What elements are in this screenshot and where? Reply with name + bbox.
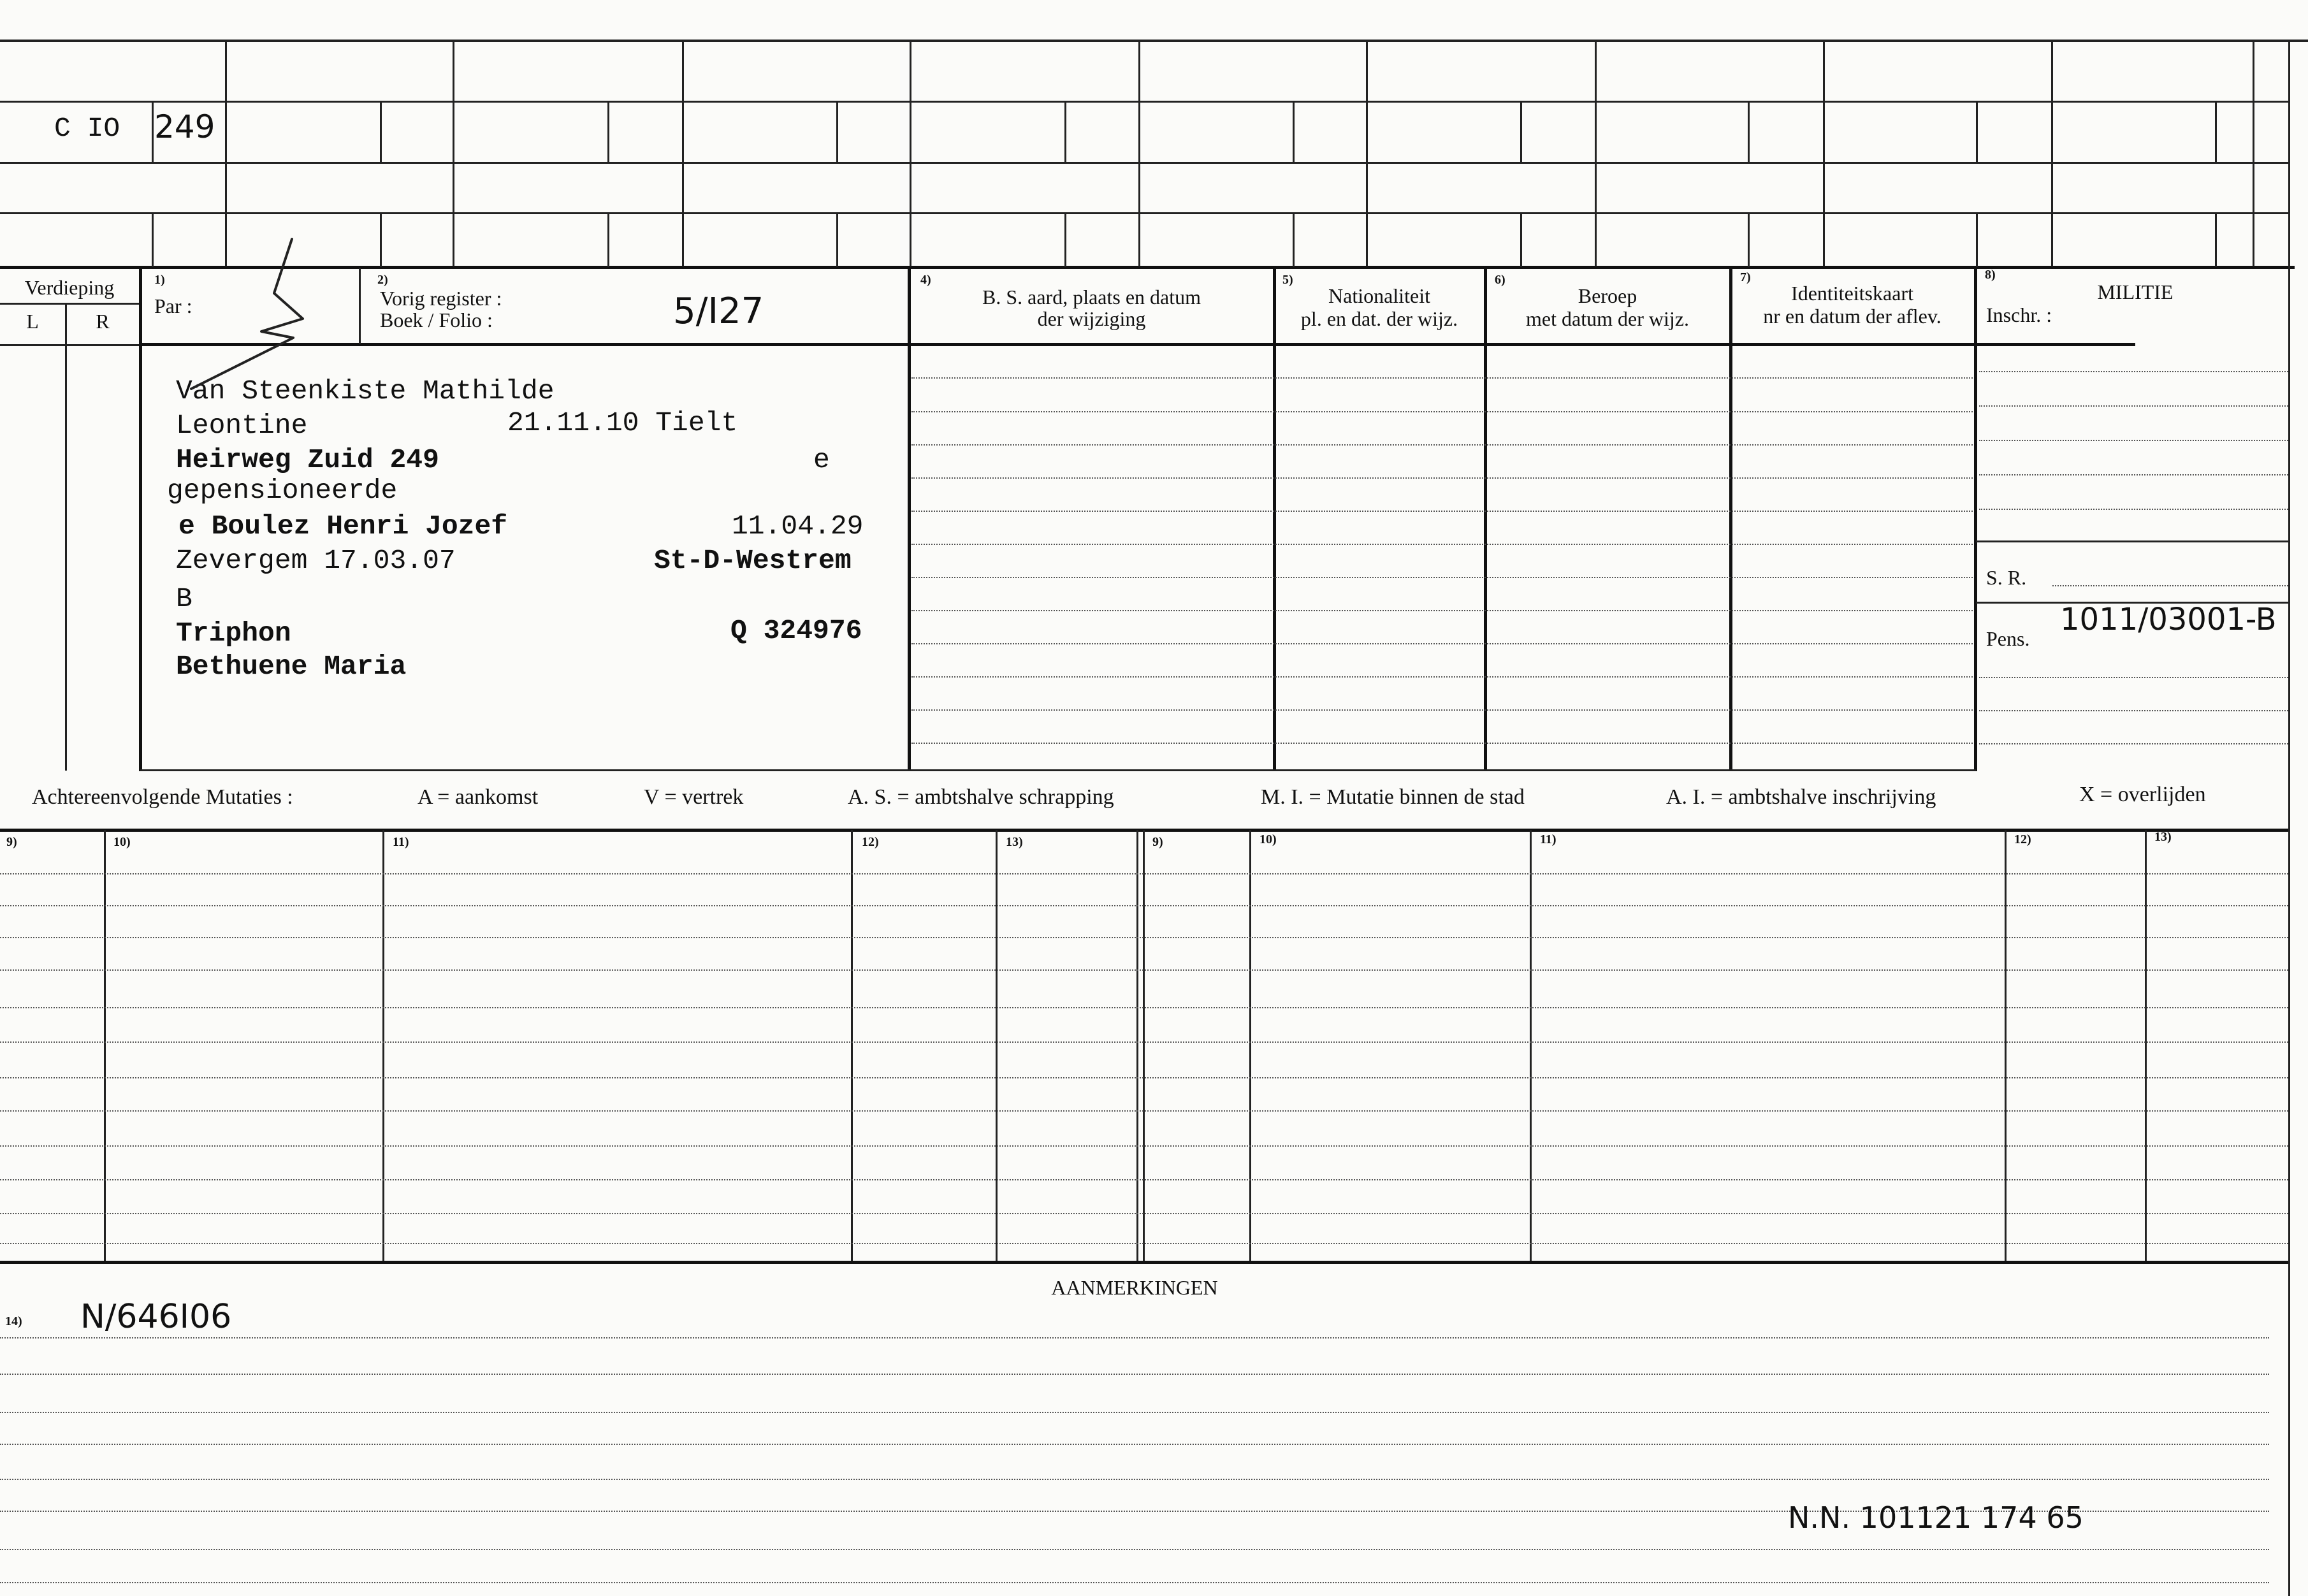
- top-grid-sub-line: [380, 102, 382, 163]
- top-grid-sub-line: [607, 102, 609, 163]
- person-card-number: Q 324976: [730, 615, 862, 646]
- mut-col-11b: 11): [1540, 832, 1557, 846]
- legend-mutatie: M. I. = Mutatie binnen de stad: [1261, 785, 1525, 809]
- col4-number: 4): [920, 273, 931, 287]
- par-right-line: [359, 268, 361, 344]
- top-grid-sub-line: [1520, 214, 1522, 267]
- record-line: [911, 444, 1973, 446]
- record-line: [911, 610, 1973, 611]
- col6-line2: met datum der wijz.: [1526, 307, 1689, 330]
- mutation-line: [0, 1007, 2288, 1008]
- col4-line1: B. S. aard, plaats en datum: [982, 286, 1201, 308]
- person-occupation: gepensioneerde: [167, 475, 398, 506]
- person-mother: Bethuene Maria: [176, 651, 407, 682]
- record-line: [911, 377, 1973, 379]
- mutation-line: [0, 1179, 2288, 1180]
- record-line: [911, 477, 1973, 479]
- right-edge-line: [2288, 40, 2290, 1596]
- top-grid-sub-line: [836, 214, 838, 267]
- militie-inschr: Inschr. :: [1986, 303, 2052, 326]
- remarks-line: [0, 1412, 2269, 1413]
- top-grid-sub-line: [836, 102, 838, 163]
- militie-line: [1979, 440, 2288, 441]
- militie-line: [1979, 743, 2288, 744]
- top-grid-col-line: [682, 41, 684, 266]
- top-grid-sub-line: [1748, 102, 1750, 163]
- top-grid-sub-line: [607, 214, 609, 267]
- mutation-line: [0, 1145, 2288, 1147]
- mutation-line: [0, 905, 2288, 906]
- record-line: [911, 709, 1973, 711]
- col7-left-line: [1729, 268, 1732, 771]
- mut-col-10a: 10): [113, 835, 131, 849]
- verdieping-right: R: [96, 310, 110, 333]
- mutations-col-line: [1249, 830, 1251, 1261]
- top-grid-col-line: [1595, 41, 1597, 266]
- verdieping-label: Verdieping: [24, 276, 115, 299]
- person-given-name: Leontine: [176, 410, 308, 441]
- top-grid-sub-line: [1064, 102, 1066, 163]
- person-father: Triphon: [176, 618, 291, 649]
- mutation-line: [0, 1243, 2288, 1244]
- legend-inschrijving: A. I. = ambtshalve inschrijving: [1666, 785, 1936, 809]
- legend-schrapping: A. S. = ambtshalve schrapping: [848, 785, 1114, 809]
- ref-number: 249: [154, 108, 215, 145]
- top-grid-col-line: [910, 41, 911, 266]
- top-grid-row-line: [0, 212, 2288, 214]
- top-grid-row-line: [0, 162, 2288, 164]
- remarks-line: [0, 1479, 2269, 1480]
- remarks-line: [0, 1444, 2269, 1445]
- top-grid-sub-line: [1293, 102, 1295, 163]
- militie-divider: [1976, 540, 2288, 542]
- militie-line: [1979, 710, 2288, 711]
- mutation-line: [0, 969, 2288, 971]
- remarks-line: [0, 1582, 2269, 1583]
- col5-left-line: [1273, 268, 1276, 771]
- top-grid-col-line: [1138, 41, 1140, 266]
- top-grid-row-line: [0, 101, 2288, 103]
- militie-pens-label: Pens.: [1986, 627, 2030, 650]
- remarks-line: [0, 1337, 2269, 1338]
- person-address-note: e: [813, 444, 830, 475]
- legend-aankomst: A = aankomst: [417, 785, 539, 809]
- col8-number: 8): [1985, 268, 1996, 282]
- top-grid-sub-line: [1976, 214, 1978, 267]
- top-grid-sub-line: [152, 102, 154, 163]
- col5-line2: pl. en dat. der wijz.: [1300, 307, 1458, 330]
- person-spouse-birth: Zevergem 17.03.07: [176, 545, 456, 576]
- mutation-line: [0, 937, 2288, 938]
- header-bottom-line: [140, 343, 2135, 346]
- top-grid-sub-line: [2215, 102, 2217, 163]
- mutations-col-line: [2005, 830, 2007, 1261]
- mut-col-9a: 9): [6, 835, 17, 849]
- mutation-line: [0, 873, 2288, 874]
- mutations-bottom-line: [0, 1261, 2288, 1264]
- top-grid-sub-line: [1064, 214, 1066, 267]
- col2-number: 2): [377, 273, 388, 287]
- record-line: [911, 544, 1973, 545]
- col2-line1: Vorig register :: [380, 287, 502, 310]
- col7-line2: nr en datum der aflev.: [1763, 305, 1941, 328]
- remarks-title: AANMERKINGEN: [1051, 1276, 1218, 1299]
- pen-stroke-mark: [185, 236, 331, 395]
- mutations-col-line: [1136, 830, 1138, 1261]
- col6-line1: Beroep: [1578, 284, 1637, 307]
- record-line: [911, 511, 1973, 512]
- remarks-number: 14): [5, 1314, 22, 1328]
- mut-col-13b: 13): [2154, 830, 2172, 844]
- top-grid-sub-line: [1520, 102, 1522, 163]
- militie-pens-value: 1011/03001-B: [2060, 602, 2277, 637]
- boek-folio-value: 5/I27: [673, 291, 764, 332]
- militie-sr-label: S. R.: [1986, 566, 2027, 589]
- mutations-col-line: [1143, 830, 1145, 1261]
- militie-line: [1979, 371, 2288, 372]
- person-surname: Van Steenkiste Mathilde: [176, 375, 555, 407]
- record-line: [911, 643, 1973, 644]
- col5-number: 5): [1282, 273, 1293, 287]
- mut-col-10b: 10): [1259, 832, 1277, 846]
- record-line: [911, 743, 1973, 744]
- record-bottom-line: [140, 769, 1976, 771]
- legend-overlijden: X = overlijden: [2079, 783, 2206, 806]
- militie-title: MILITIE: [2097, 280, 2174, 303]
- top-grid-sub-line: [1293, 214, 1295, 267]
- record-line: [911, 577, 1973, 578]
- legend-vertrek: V = vertrek: [644, 785, 744, 809]
- person-marker: B: [176, 583, 192, 614]
- mutations-col-line: [104, 830, 106, 1261]
- top-grid-sub-line: [1976, 102, 1978, 163]
- top-grid-col-line: [453, 41, 454, 266]
- verdieping-bottom: [0, 344, 140, 346]
- col7-number: 7): [1740, 270, 1751, 284]
- militie-line: [2052, 585, 2288, 586]
- mut-col-12b: 12): [2014, 832, 2031, 846]
- col5-line1: Nationaliteit: [1328, 284, 1430, 307]
- verdieping-mid-line: [65, 304, 67, 771]
- person-spouse-place: St-D-Westrem: [654, 545, 852, 576]
- col1-number: 1): [154, 273, 165, 287]
- col6-number: 6): [1495, 273, 1506, 287]
- top-grid-sub-line: [152, 214, 154, 267]
- person-birth: 21.11.10 Tielt: [507, 407, 738, 439]
- col6-left-line: [1484, 268, 1487, 771]
- mutation-line: [0, 1213, 2288, 1214]
- mutations-col-line: [2145, 830, 2147, 1261]
- mut-col-12a: 12): [862, 835, 879, 849]
- mut-col-9b: 9): [1152, 835, 1163, 849]
- header-top-line: [0, 266, 2295, 269]
- mutations-col-line: [851, 830, 853, 1261]
- top-border: [0, 40, 2308, 42]
- col1-label: Par :: [154, 294, 192, 317]
- verdieping-right-line: [139, 268, 142, 771]
- mutations-col-line: [1530, 830, 1532, 1261]
- remarks-entry: N/646I06: [80, 1298, 232, 1336]
- col2-line2: Boek / Folio :: [380, 308, 493, 331]
- top-grid-sub-line: [380, 214, 382, 267]
- mut-col-11a: 11): [393, 835, 409, 849]
- mutation-line: [0, 1110, 2288, 1112]
- remarks-footer-code: N.N. 101121 174 65: [1788, 1500, 2084, 1535]
- person-spouse-date: 11.04.29: [732, 511, 864, 542]
- militie-line: [1979, 509, 2288, 510]
- person-address: Heirweg Zuid 249: [176, 444, 439, 475]
- top-grid-col-line: [225, 41, 227, 266]
- person-spouse: e Boulez Henri Jozef: [178, 511, 508, 542]
- top-grid-sub-line: [1748, 214, 1750, 267]
- militie-line: [1979, 405, 2288, 407]
- militie-line: [1979, 474, 2288, 475]
- top-grid-col-line: [2051, 41, 2053, 266]
- ref-code: C IO: [54, 113, 120, 144]
- mut-col-13a: 13): [1006, 835, 1023, 849]
- top-grid-sub-line: [2215, 214, 2217, 267]
- mutation-line: [0, 1041, 2288, 1043]
- top-grid-col-line: [1823, 41, 1825, 266]
- col4-line2: der wijziging: [1037, 307, 1146, 330]
- col8-left-line: [1974, 268, 1977, 771]
- top-grid-col-line: [2253, 41, 2254, 266]
- mutations-col-line: [382, 830, 384, 1261]
- remarks-line: [0, 1374, 2269, 1375]
- mutations-title: Achtereenvolgende Mutaties :: [32, 785, 293, 809]
- col4-left-line: [908, 268, 911, 771]
- col7-line1: Identiteitskaart: [1791, 282, 1913, 305]
- record-line: [911, 411, 1973, 412]
- remarks-line: [0, 1549, 2269, 1550]
- mutation-line: [0, 1077, 2288, 1078]
- mutations-col-line: [996, 830, 998, 1261]
- verdieping-divider: [0, 303, 140, 305]
- verdieping-left: L: [26, 310, 39, 333]
- top-grid-col-line: [1366, 41, 1368, 266]
- militie-line: [1979, 677, 2288, 678]
- record-line: [911, 676, 1973, 678]
